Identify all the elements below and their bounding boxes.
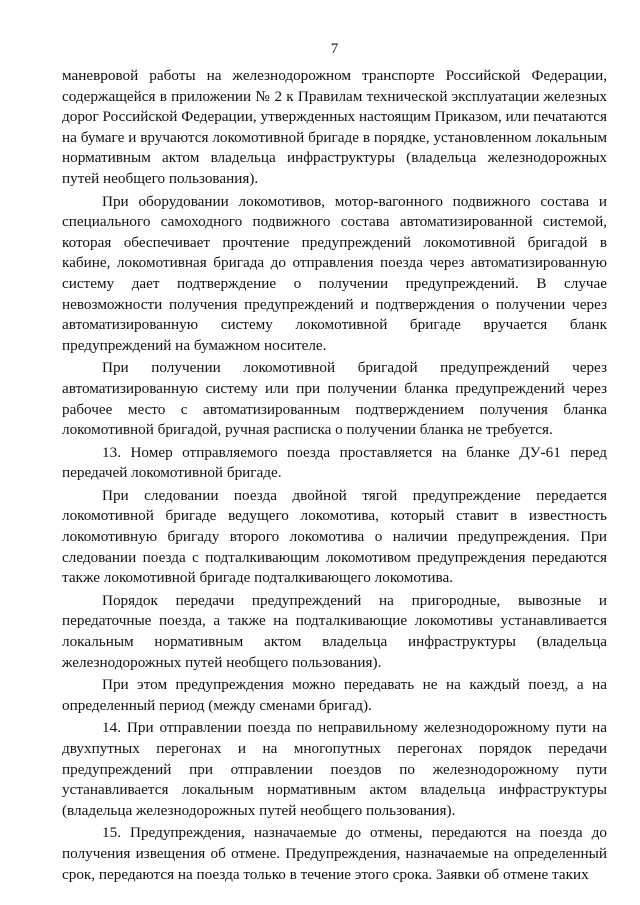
paragraph-receipt-not-required: При получении локомотивной бригадой предупреждений через автоматизированную систему или при получении бланка предупреждений через рабочее место с автоматизированным подтверждением получения бланка локомотивной бригадой, ручная расписка о получении бланка не требуется. — [62, 359, 607, 439]
paragraph-item-15: 15. Предупреждения, назначаемые до отмены, передаются на поезда до получения извещения об отмене. Предупреждения, назначаемые на определенный срок, передаются на поезда только в течение этого срока. Заявки об отмене таких — [62, 824, 607, 883]
document-body — [62, 66, 607, 885]
paragraph-suburban-trains: Порядок передачи предупреждений на пригородные, вывозные и передаточные поезда, а также на подталкивающие локомотивы устанавливается локальным нормативным актом владельца инфраструктуры (владельца железнодорожных путей необщего пользования). — [62, 591, 607, 671]
paragraph-item-13: 13. Номер отправляемого поезда проставляется на бланке ДУ-61 перед передачей локомотивной бригаде. — [62, 443, 607, 482]
paragraph-item-14: 14. При отправлении поезда по неправильному железнодорожному пути на двухпутных перегонах и на многопутных перегонах порядок передачи предупреждений при отправлении поездов по железнодорожному пути устанавливается локальным нормативным актом владельца инфраструктуры (владельца железнодорожных путей необщего пользования). — [62, 719, 607, 819]
paragraph-automated-system: При оборудовании локомотивов, мотор-вагонного подвижного состава и специального самоходного подвижного состава автоматизированной системой, которая обеспечивает прочтение предупреждений локомотивной бригадой в кабине, локомотивная бригада до отправления поезда через автоматизированную систему дает подтверждение о получении предупреждений. В случае невозможности получения предупреждений и подтверждения о получении через автоматизированную систему локомотивной бригаде вручается бланк предупреждений на бумажном носителе. — [62, 192, 607, 354]
page-number: 7 — [330, 41, 339, 57]
paragraph-double-traction: При следовании поезда двойной тягой предупреждение передается локомотивной бригаде ведущего локомотива, который ставит в известность локомотивную бригаду второго локомотива о наличии предупреждения. При следовании поезда с подталкивающим локомотивом предупреждения передаются также локомотивной бригаде подталкивающего локомотива. — [62, 486, 607, 587]
paragraph-continuation: маневровой работы на железнодорожном транспорте Российской Федерации, содержащейся в приложении № 2 к Правилам технической эксплуатации железных дорог Российской Федерации, утвержденных настоящим Приказом, или печатаются на бумаге и вручаются локомотивной бригаде в порядке, установленном локальным нормативным актом владельца инфраструктуры (владельца железнодорожных путей необщего пользования). — [62, 67, 607, 187]
paragraph-period-transfer: При этом предупреждения можно передавать не на каждый поезд, а на определенный период (между сменами бригад). — [62, 676, 607, 714]
